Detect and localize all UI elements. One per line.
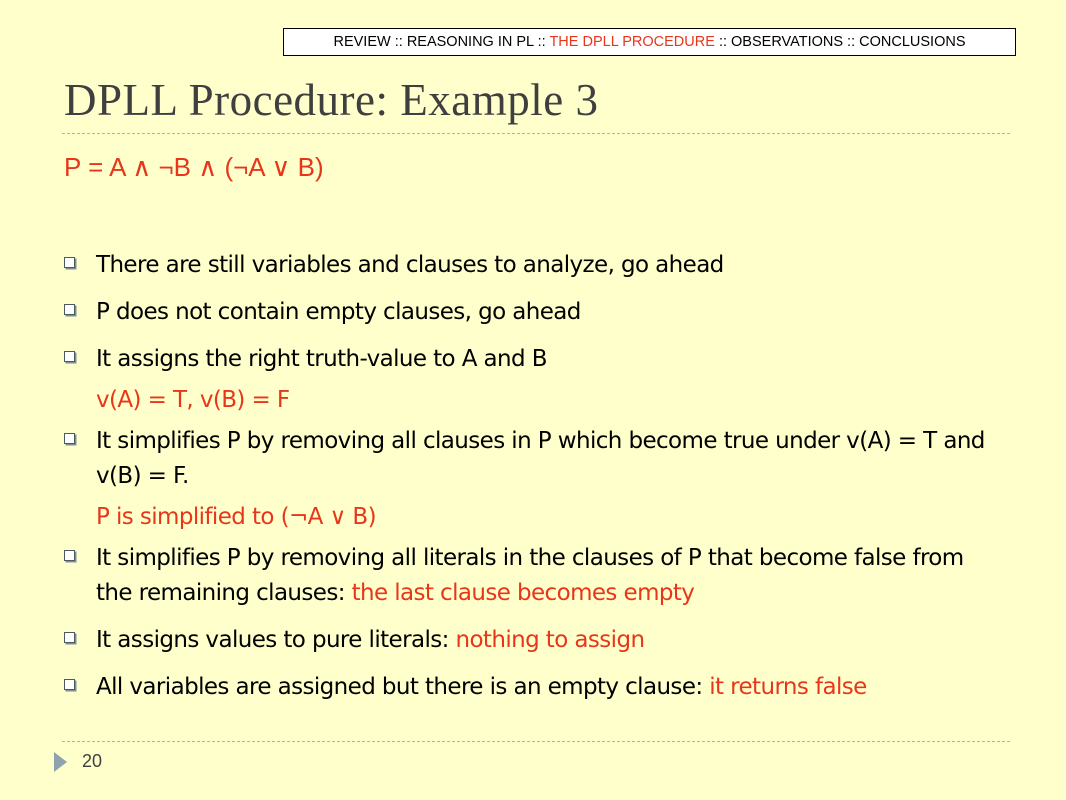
breadcrumb-nav bbox=[283, 28, 1016, 56]
bullet-item bbox=[64, 248, 1004, 283]
bullet-text-highlight: nothing to assign bbox=[455, 627, 645, 653]
title-divider bbox=[62, 133, 1010, 134]
bullet-square-icon bbox=[64, 550, 75, 561]
bullet-list bbox=[64, 248, 1004, 717]
nav-reasoning[interactable]: REASONING IN PL :: bbox=[406, 34, 546, 50]
nav-dpll-active[interactable]: THE DPLL PROCEDURE bbox=[549, 34, 715, 50]
bullet-text bbox=[96, 623, 1004, 658]
nav-review[interactable]: REVIEW :: bbox=[333, 34, 403, 50]
bullet-square-icon bbox=[64, 304, 75, 315]
bullet-text-highlight: it returns false bbox=[709, 674, 867, 700]
bullet-text: It assigns the right truth-value to A and B bbox=[96, 346, 547, 372]
bullet-item bbox=[64, 670, 1004, 705]
nav-rest[interactable]: :: OBSERVATIONS :: CONCLUSIONS bbox=[718, 34, 966, 50]
bullet-subtext: P is simplified to (¬A ∨ B) bbox=[96, 504, 376, 530]
slide-title: DPLL Procedure: Example 3 bbox=[64, 75, 599, 125]
bullet-text: It simplifies P by removing all clauses in P which become true under v(A) = T and v(B) = F. bbox=[96, 428, 985, 489]
bullet-text-main: It assigns values to pure literals: bbox=[96, 627, 449, 653]
formula: P = A ∧ ¬B ∧ (¬A ∨ B) bbox=[64, 152, 324, 182]
bullet-item bbox=[64, 424, 1004, 494]
bullet-square-icon bbox=[64, 632, 75, 643]
page-number: 20 bbox=[82, 751, 103, 771]
bullet-item bbox=[64, 342, 1004, 377]
bullet-text bbox=[96, 541, 1004, 611]
bullet-text-main: It simplifies P by removing all literals in the clauses of P that become false from the remaining clauses: bbox=[96, 545, 964, 606]
bullet-subtext: v(A) = T, v(B) = F bbox=[96, 387, 290, 413]
bullet-text-main: All variables are assigned but there is an empty clause: bbox=[96, 674, 703, 700]
bullet-text-highlight: the last clause becomes empty bbox=[351, 580, 695, 606]
bullet-item bbox=[64, 623, 1004, 658]
footer-divider bbox=[62, 741, 1010, 742]
bullet-square-icon bbox=[64, 433, 75, 444]
bullet-item bbox=[64, 541, 1004, 611]
bullet-square-icon bbox=[64, 351, 75, 362]
bullet-text: P does not contain empty clauses, go ahead bbox=[96, 299, 581, 325]
bullet-item bbox=[64, 295, 1004, 330]
bullet-square-icon bbox=[64, 679, 75, 690]
triangle-right-icon bbox=[54, 752, 67, 772]
bullet-text bbox=[96, 670, 1004, 705]
bullet-square-icon bbox=[64, 257, 75, 268]
bullet-text: There are still variables and clauses to analyze, go ahead bbox=[96, 252, 724, 278]
